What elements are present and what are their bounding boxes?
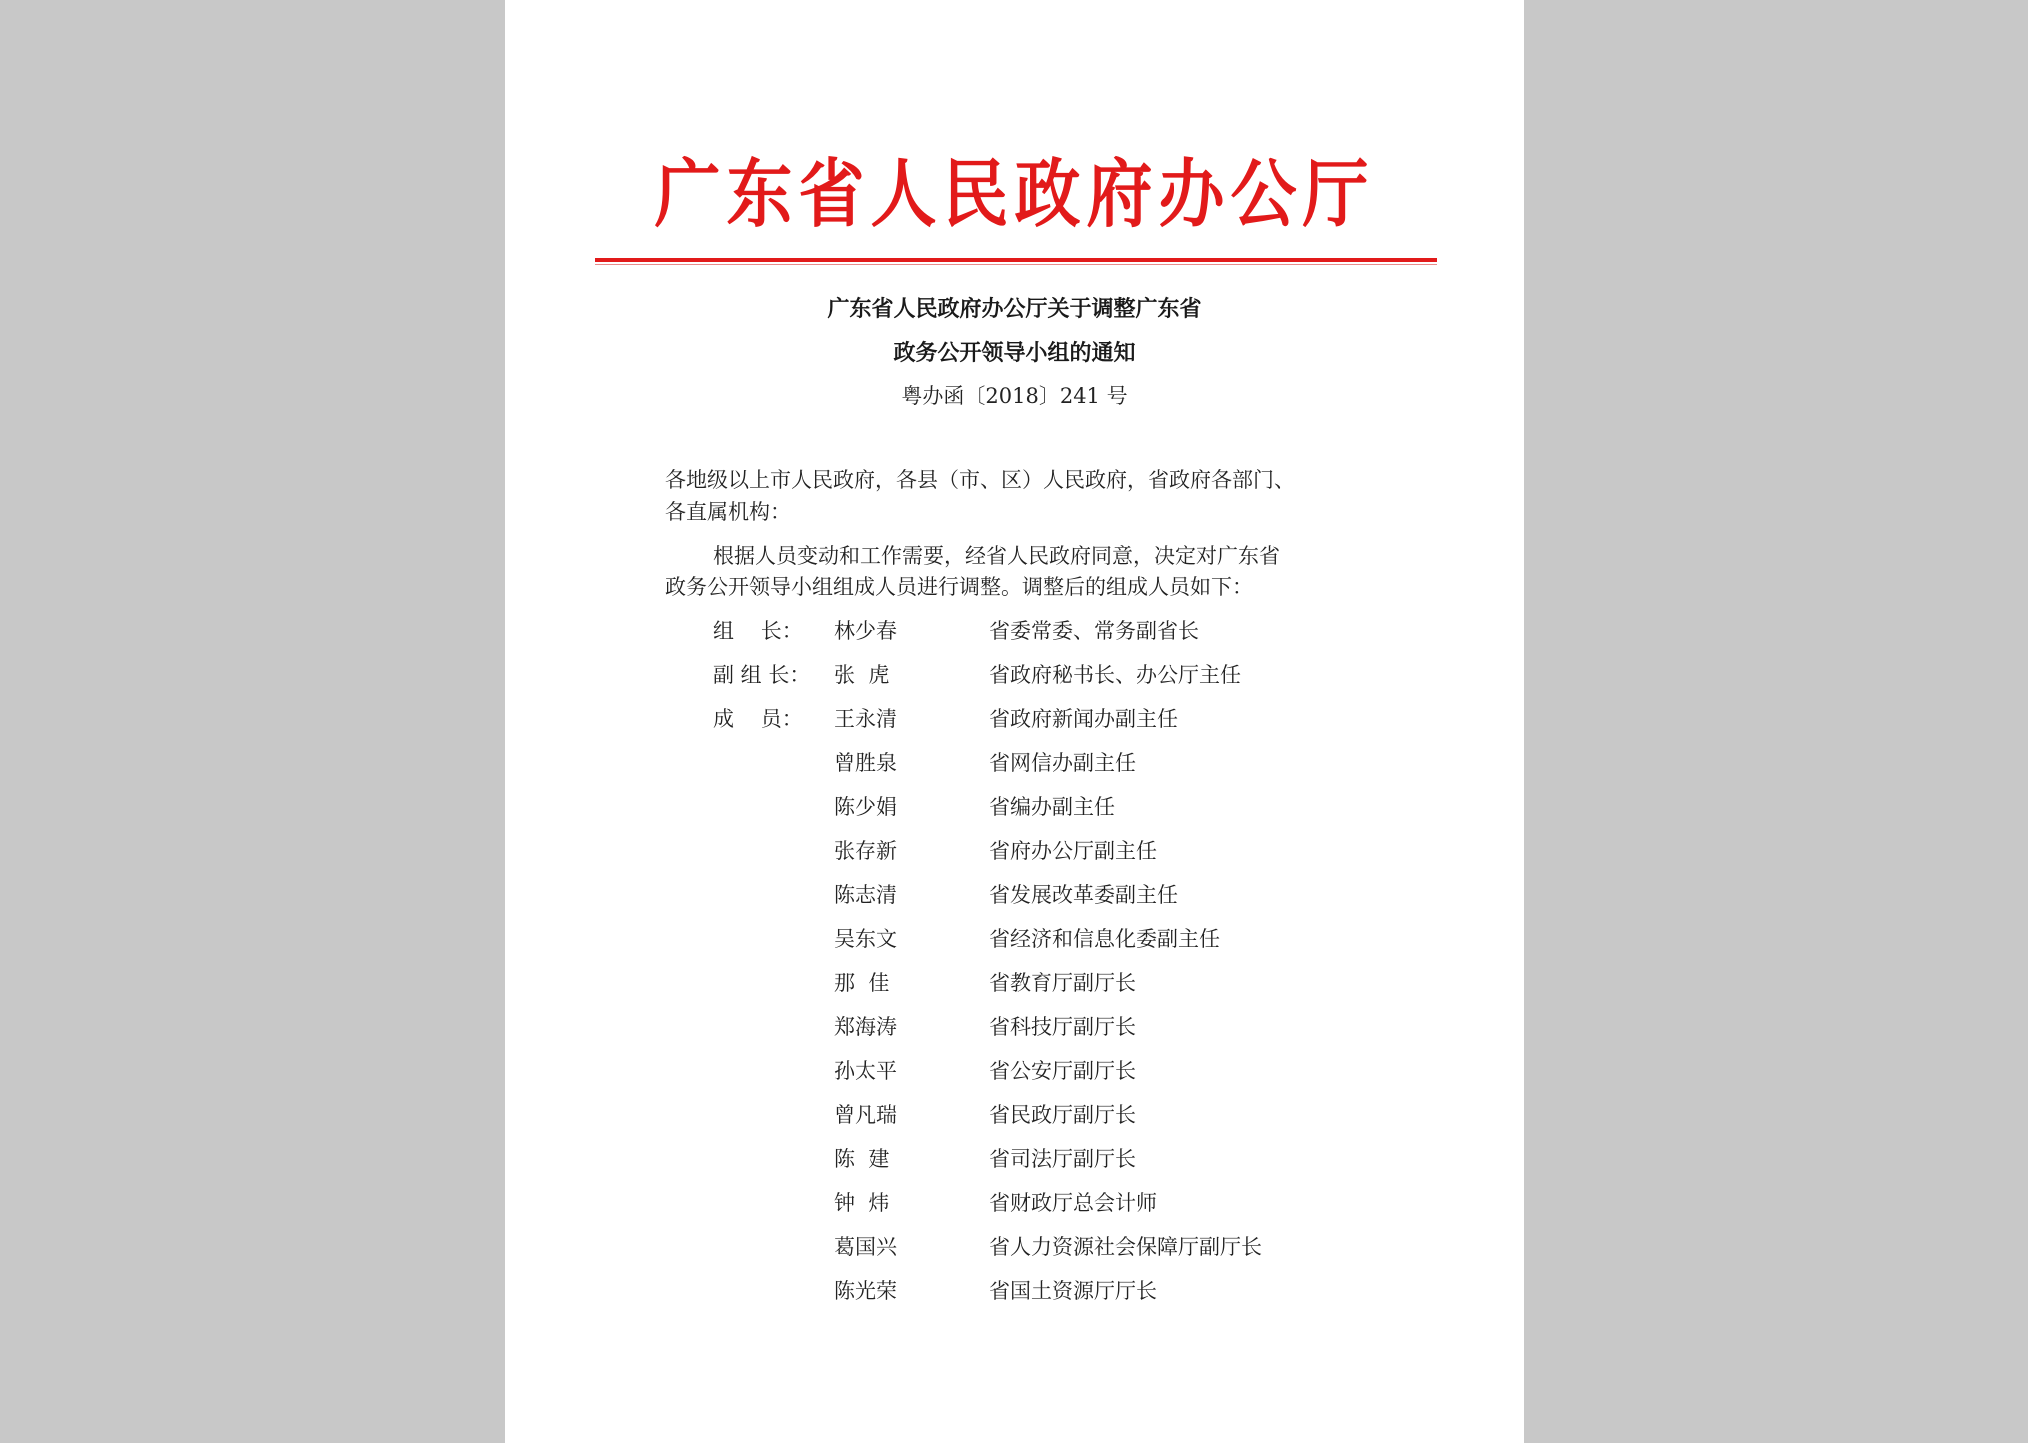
member-name: 张 虎 — [834, 663, 890, 687]
member-position: 省编办副主任 — [989, 795, 1115, 819]
body-paragraph-line-2: 政务公开领导小组组成人员进行调整。调整后的组成人员如下： — [665, 575, 1253, 599]
member-name: 陈少娟 — [834, 795, 897, 819]
document-title-line-2: 政务公开领导小组的通知 — [893, 341, 1136, 366]
document-page — [505, 0, 1524, 1443]
member-row — [505, 665, 1524, 695]
document-number: 粤办函〔2018〕241 号 — [901, 384, 1128, 408]
member-row — [505, 973, 1524, 1003]
member-row — [505, 1193, 1524, 1223]
member-row — [505, 885, 1524, 915]
member-position: 省人力资源社会保障厅副厅长 — [989, 1235, 1262, 1259]
member-role: 组 长： — [713, 619, 803, 643]
member-row — [505, 1237, 1524, 1267]
member-position: 省民政厅副厅长 — [989, 1103, 1136, 1127]
member-row — [505, 797, 1524, 827]
member-row — [505, 1281, 1524, 1311]
member-row — [505, 841, 1524, 871]
member-name: 陈光荣 — [834, 1279, 897, 1303]
document-title-line-1: 广东省人民政府办公厅关于调整广东省 — [827, 297, 1202, 322]
member-name: 林少春 — [834, 619, 897, 643]
member-name: 葛国兴 — [834, 1235, 897, 1259]
addressee-line-2: 各直属机构： — [665, 500, 791, 524]
member-position: 省公安厅副厅长 — [989, 1059, 1136, 1083]
member-position: 省府办公厅副主任 — [989, 839, 1157, 863]
member-row — [505, 753, 1524, 783]
member-row — [505, 1017, 1524, 1047]
member-role: 成 员： — [713, 707, 803, 731]
member-position: 省司法厅副厅长 — [989, 1147, 1136, 1171]
member-position: 省国土资源厅厅长 — [989, 1279, 1157, 1303]
member-position: 省网信办副主任 — [989, 751, 1136, 775]
member-name: 曾凡瑞 — [834, 1103, 897, 1127]
member-name: 那 佳 — [834, 971, 890, 995]
member-name: 钟 炜 — [834, 1191, 890, 1215]
member-name: 吴东文 — [834, 927, 897, 951]
member-row — [505, 621, 1524, 651]
member-position: 省委常委、常务副省长 — [989, 619, 1199, 643]
member-row — [505, 929, 1524, 959]
member-position: 省科技厅副厅长 — [989, 1015, 1136, 1039]
member-position: 省发展改革委副主任 — [989, 883, 1178, 907]
member-name: 陈志清 — [834, 883, 897, 907]
masthead-red-rule-thin — [595, 264, 1437, 265]
member-name: 孙太平 — [834, 1059, 897, 1083]
member-row — [505, 1149, 1524, 1179]
member-position: 省经济和信息化委副主任 — [989, 927, 1220, 951]
member-position: 省政府新闻办副主任 — [989, 707, 1178, 731]
addressee-line-1: 各地级以上市人民政府，各县（市、区）人民政府，省政府各部门、 — [665, 468, 1295, 492]
member-name: 郑海涛 — [834, 1015, 897, 1039]
masthead-red-rule — [595, 258, 1437, 262]
member-position: 省财政厅总会计师 — [989, 1191, 1157, 1215]
member-row — [505, 709, 1524, 739]
member-name: 张存新 — [834, 839, 897, 863]
member-position: 省教育厅副厅长 — [989, 971, 1136, 995]
member-name: 曾胜泉 — [834, 751, 897, 775]
member-name: 王永清 — [834, 707, 897, 731]
masthead-title: 广东省人民政府办公厅 — [654, 151, 1375, 238]
member-name: 陈 建 — [834, 1147, 890, 1171]
body-paragraph-line-1: 根据人员变动和工作需要，经省人民政府同意，决定对广东省 — [713, 544, 1280, 568]
member-position: 省政府秘书长、办公厅主任 — [989, 663, 1241, 687]
member-row — [505, 1061, 1524, 1091]
member-role: 副 组 长： — [713, 663, 811, 687]
member-row — [505, 1105, 1524, 1135]
